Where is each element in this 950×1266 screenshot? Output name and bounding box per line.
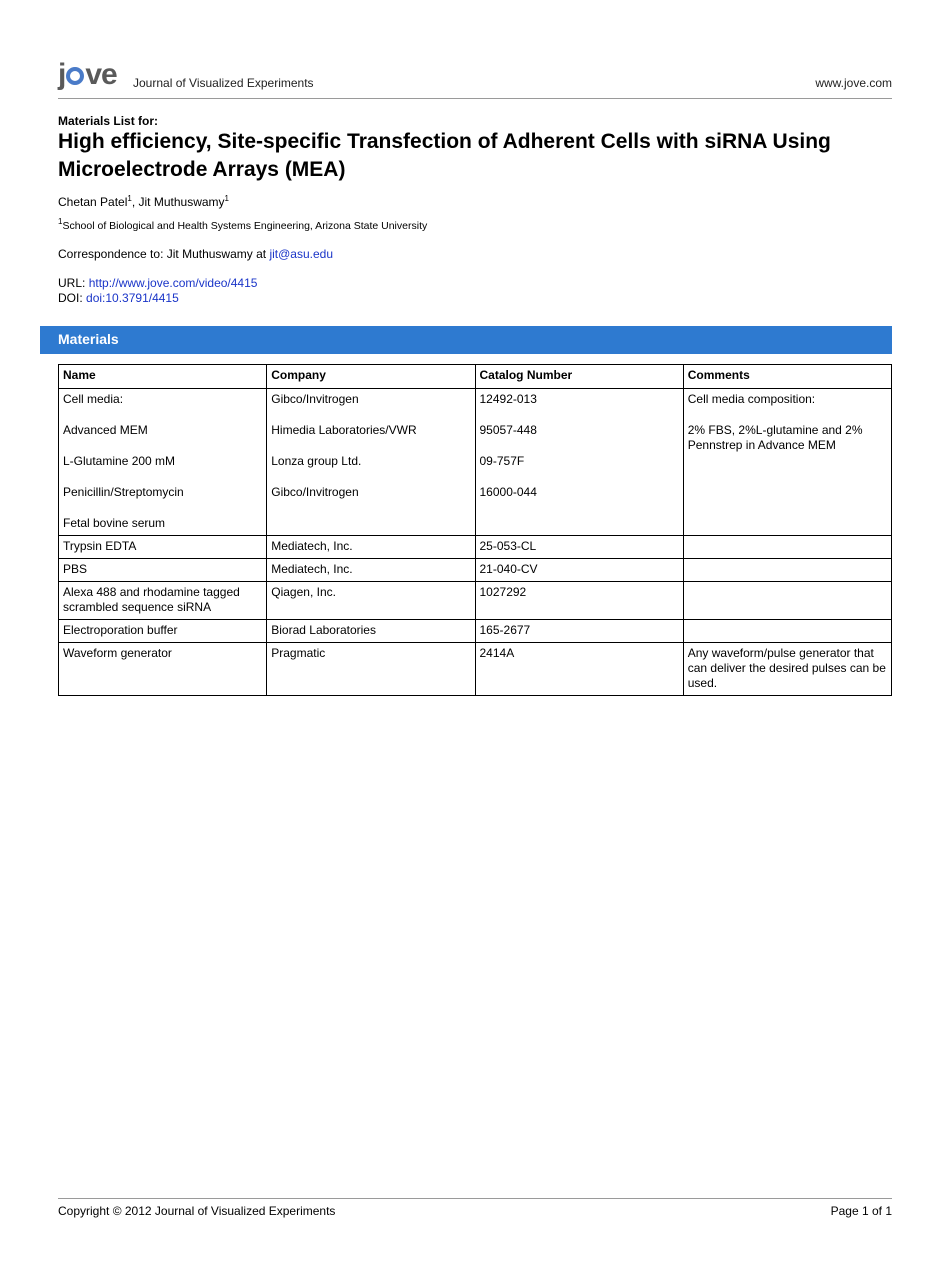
cell-line: Cell media composition: <box>687 392 816 406</box>
comments-cell <box>683 620 891 643</box>
author-affiliation-mark: 1 <box>127 194 132 203</box>
cell-line: Cell media: <box>63 392 124 406</box>
url-label: URL: <box>58 276 89 290</box>
email-link[interactable]: jit@asu.edu <box>269 247 333 261</box>
company-cell: Qiagen, Inc. <box>267 582 475 620</box>
cell-line: Fetal bovine serum <box>63 516 166 530</box>
cell-line: 12492-013 <box>479 392 537 406</box>
name-cell: Waveform generator <box>59 643 267 696</box>
journal-name: Journal of Visualized Experiments <box>133 76 314 90</box>
table-row <box>59 559 892 582</box>
company-cell: Mediatech, Inc. <box>267 536 475 559</box>
doi-link[interactable]: doi:10.3791/4415 <box>86 291 179 305</box>
comments-cell <box>683 559 891 582</box>
url-line <box>58 276 257 290</box>
comments-cell <box>683 582 891 620</box>
author-separator: , <box>131 195 139 209</box>
table-row <box>59 643 892 696</box>
column-header: Company <box>267 365 475 389</box>
catalog-cell: 25-053-CL <box>475 536 683 559</box>
name-cell: PBS <box>59 559 267 582</box>
website-link[interactable]: www.jove.com <box>815 76 892 90</box>
catalog-cell: 165-2677 <box>475 620 683 643</box>
table-row <box>59 582 892 620</box>
cell-line: 09-757F <box>479 454 525 468</box>
company-cell: Mediatech, Inc. <box>267 559 475 582</box>
column-header: Comments <box>683 365 891 389</box>
cell-line: Gibco/Invitrogen <box>271 392 359 406</box>
affiliation-text: School of Biological and Health Systems Engineering, Arizona State University <box>62 220 428 232</box>
article-title: High efficiency, Site-specific Transfection of Adherent Cells with siRNA Using Microelectrode Arrays (MEA) <box>58 130 831 181</box>
name-cell: Trypsin EDTA <box>59 536 267 559</box>
author-list <box>58 194 229 209</box>
author-affiliation-mark: 1 <box>224 194 229 203</box>
catalog-cell: 2414A <box>475 643 683 696</box>
name-cell: Electroporation buffer <box>59 620 267 643</box>
company-cell: Biorad Laboratories <box>267 620 475 643</box>
company-cell <box>267 389 475 536</box>
affiliation-mark: 1 <box>58 217 63 226</box>
cell-line: 95057-448 <box>479 423 537 437</box>
table-row <box>59 389 892 536</box>
video-url-link[interactable]: http://www.jove.com/video/4415 <box>88 276 258 290</box>
comments-cell <box>683 536 891 559</box>
name-cell: Alexa 488 and rhodamine tagged scrambled sequence siRNA <box>59 582 267 620</box>
cell-line: Gibco/Invitrogen <box>271 485 359 499</box>
page-footer <box>58 1198 892 1218</box>
cell-line: L-Glutamine 200 mM <box>63 454 176 468</box>
table-header-row <box>59 365 892 389</box>
cell-line: Advanced MEM <box>63 423 148 437</box>
cell-line: Lonza group Ltd. <box>271 454 362 468</box>
catalog-cell: 1027292 <box>475 582 683 620</box>
correspondence-prefix: Correspondence to: Jit Muthuswamy at <box>58 247 270 261</box>
page-header <box>58 60 892 99</box>
materials-list-label: Materials List for: <box>58 114 159 128</box>
cell-line: 16000-044 <box>479 485 537 499</box>
table-row <box>59 536 892 559</box>
table-row <box>59 620 892 643</box>
catalog-cell <box>475 389 683 536</box>
cell-line: 2% FBS, 2%L-glutamine and 2% Pennstrep in Advance MEM <box>687 423 863 452</box>
cell-line: Penicillin/Streptomycin <box>63 485 184 499</box>
company-cell: Pragmatic <box>267 643 475 696</box>
comments-cell: Any waveform/pulse generator that can deliver the desired pulses can be used. <box>683 643 891 696</box>
author-name: Jit Muthuswamy <box>138 195 225 209</box>
doi-line <box>58 291 179 305</box>
section-title: Materials <box>58 331 119 347</box>
name-cell <box>59 389 267 536</box>
cell-line: Himedia Laboratories/VWR <box>271 423 417 437</box>
affiliation <box>58 217 427 232</box>
catalog-cell: 21-040-CV <box>475 559 683 582</box>
materials-section-header <box>40 326 892 354</box>
correspondence <box>58 247 333 261</box>
column-header: Catalog Number <box>475 365 683 389</box>
doi-label: DOI: <box>58 291 87 305</box>
author-name: Chetan Patel <box>58 195 128 209</box>
page-number: Page 1 of 1 <box>830 1204 892 1218</box>
column-header: Name <box>59 365 267 389</box>
comments-cell <box>683 389 891 536</box>
copyright-text: Copyright © 2012 Journal of Visualized Experiments <box>58 1204 336 1218</box>
jove-logo[interactable]: j ve <box>58 58 117 91</box>
materials-table <box>58 364 892 696</box>
logo-ring-icon <box>66 67 84 85</box>
